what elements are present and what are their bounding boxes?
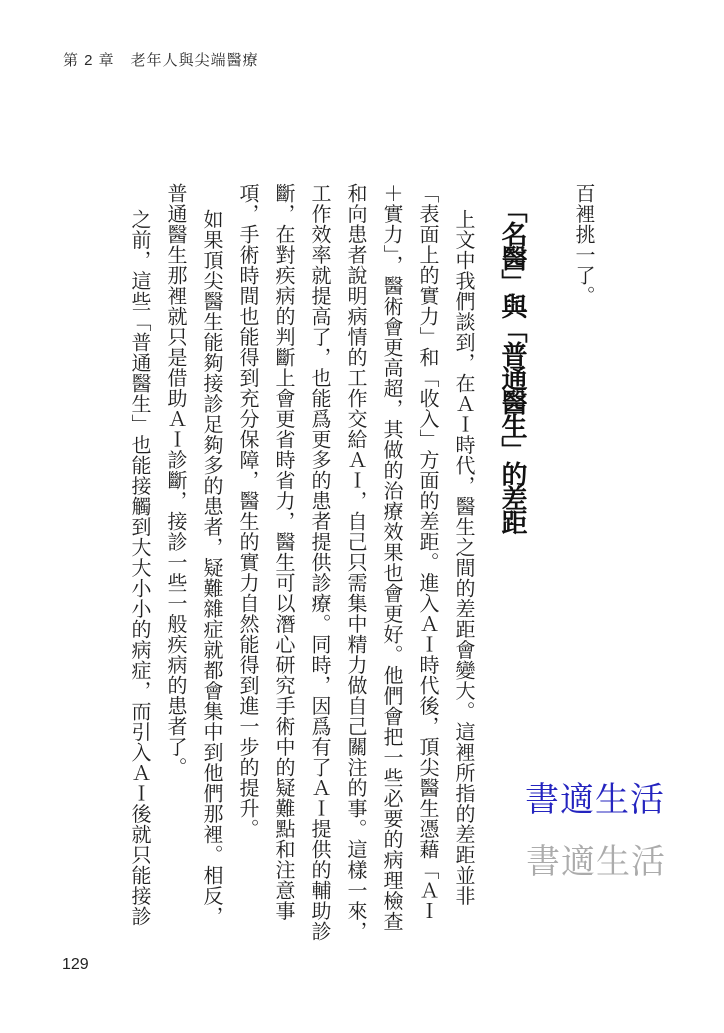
text-column: 項，手術時間也能得到充分保障，醫生的實力自然能得到進一步的提升。	[236, 183, 258, 839]
article-body	[121, 183, 600, 942]
text-column: 百裡挑一了。	[572, 183, 594, 306]
section-title: 「名醫」與「普通醫生」的差距	[498, 197, 527, 533]
text-column: 如果頂尖醫生能夠接診足夠多的患者，疑難雜症就都會集中到他們那裡。相反，	[200, 209, 222, 927]
watermark-blue: 書適生活	[525, 782, 665, 819]
watermark-gray: 書適生活	[526, 844, 666, 881]
text-column: ＋實力」，醫術會更高超，其做的治療效果也會更好。他們會把一些必要的病理檢查	[380, 183, 402, 932]
text-column: 工作效率就提高了，也能爲更多的患者提供診療。同時，因爲有了ＡＩ提供的輔助診	[308, 183, 330, 942]
text-column: 斷，在對疾病的判斷上會更省時省力，醫生可以潛心研究手術中的疑難點和注意事	[272, 183, 294, 921]
text-column: 上文中我們談到，在ＡＩ時代，醫生之間的差距會變大。這裡所指的差距並非	[452, 209, 474, 906]
chapter-header: 第 2 章 老年人與尖端醫療	[63, 52, 259, 69]
page-number: 129	[62, 956, 89, 973]
text-column: 和向患者說明病情的工作交給ＡＩ，自己只需集中精力做自己關注的事。這樣一來，	[344, 183, 366, 942]
text-column: 「表面上的實力」和「收入」方面的差距。進入ＡＩ時代後，頂尖醫生憑藉「ＡＩ	[416, 183, 438, 921]
text-column: 之前，這些「普通醫生」也能接觸到大大小小的病症，而引入ＡＩ後就只能接診	[128, 209, 150, 927]
text-column: 普通醫生那裡就只是借助ＡＩ診斷，接診一些一般疾病的患者了。	[164, 183, 186, 778]
